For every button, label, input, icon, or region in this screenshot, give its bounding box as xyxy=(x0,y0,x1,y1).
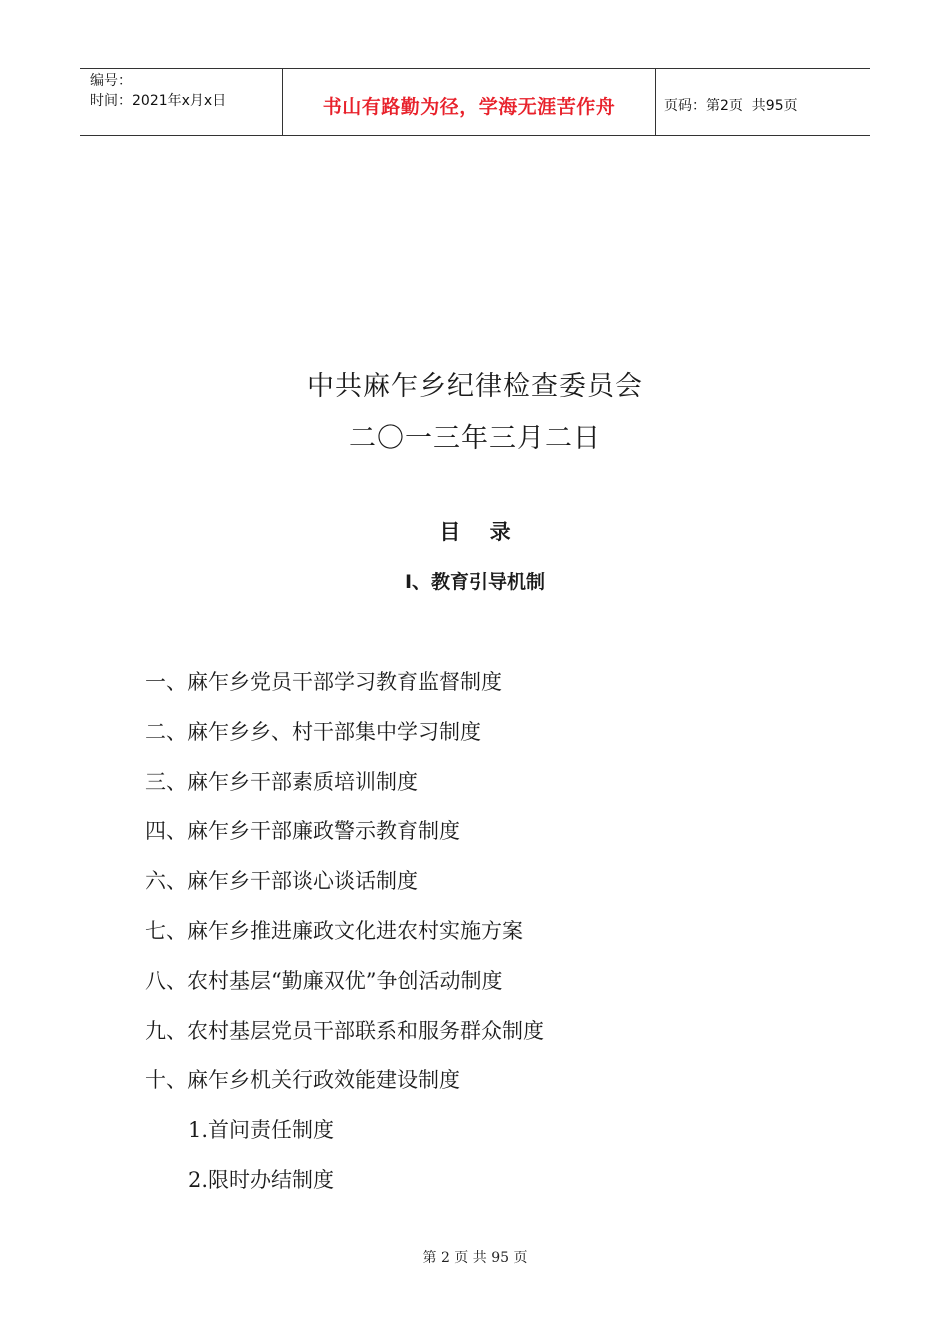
time-label: 时间：2021年x月x日 xyxy=(90,93,227,109)
toc-subitem: 2.限时办结制度 xyxy=(188,1167,335,1192)
toc-item: 二、麻乍乡乡、村干部集中学习制度 xyxy=(145,719,481,744)
toc-list xyxy=(145,664,544,1212)
toc-item: 七、麻乍乡推进廉政文化进农村实施方案 xyxy=(145,918,523,943)
header-motto-cell xyxy=(282,69,656,135)
toc-item: 九、农村基层党员干部联系和服务群众制度 xyxy=(145,1018,544,1043)
number-label: 编号： xyxy=(90,73,132,89)
toc-item: 十、麻乍乡机关行政效能建设制度 xyxy=(145,1068,460,1093)
toc-item: 八、农村基层“勤廉双优”争创活动制度 xyxy=(145,968,503,993)
organization-name: 中共麻乍乡纪律检查委员会 xyxy=(307,371,643,402)
header-meta xyxy=(80,69,282,135)
toc-title-text: 目 录 xyxy=(439,520,511,544)
toc-section-heading: Ⅰ、教育引导机制 xyxy=(404,571,546,593)
header-motto: 书山有路勤为径，学海无涯苦作舟 xyxy=(322,95,616,118)
footer-page-number: 第 2 页 共 95 页 xyxy=(422,1250,528,1266)
header-page-info: 页码：第2页 共95页 xyxy=(664,98,798,114)
page-footer xyxy=(0,1247,950,1267)
document-date: 二〇一三年三月二日 xyxy=(349,423,601,454)
toc-item: 三、麻乍乡干部素质培训制度 xyxy=(145,769,418,794)
toc-item: 六、麻乍乡干部谈心谈话制度 xyxy=(145,869,418,894)
toc-subitem: 1.首问责任制度 xyxy=(188,1118,335,1143)
header-page-info-cell xyxy=(656,69,870,135)
toc-item: 一、麻乍乡党员干部学习教育监督制度 xyxy=(145,670,502,694)
page-header xyxy=(80,68,870,136)
toc-item: 四、麻乍乡干部廉政警示教育制度 xyxy=(145,819,460,844)
toc-title xyxy=(0,516,950,546)
